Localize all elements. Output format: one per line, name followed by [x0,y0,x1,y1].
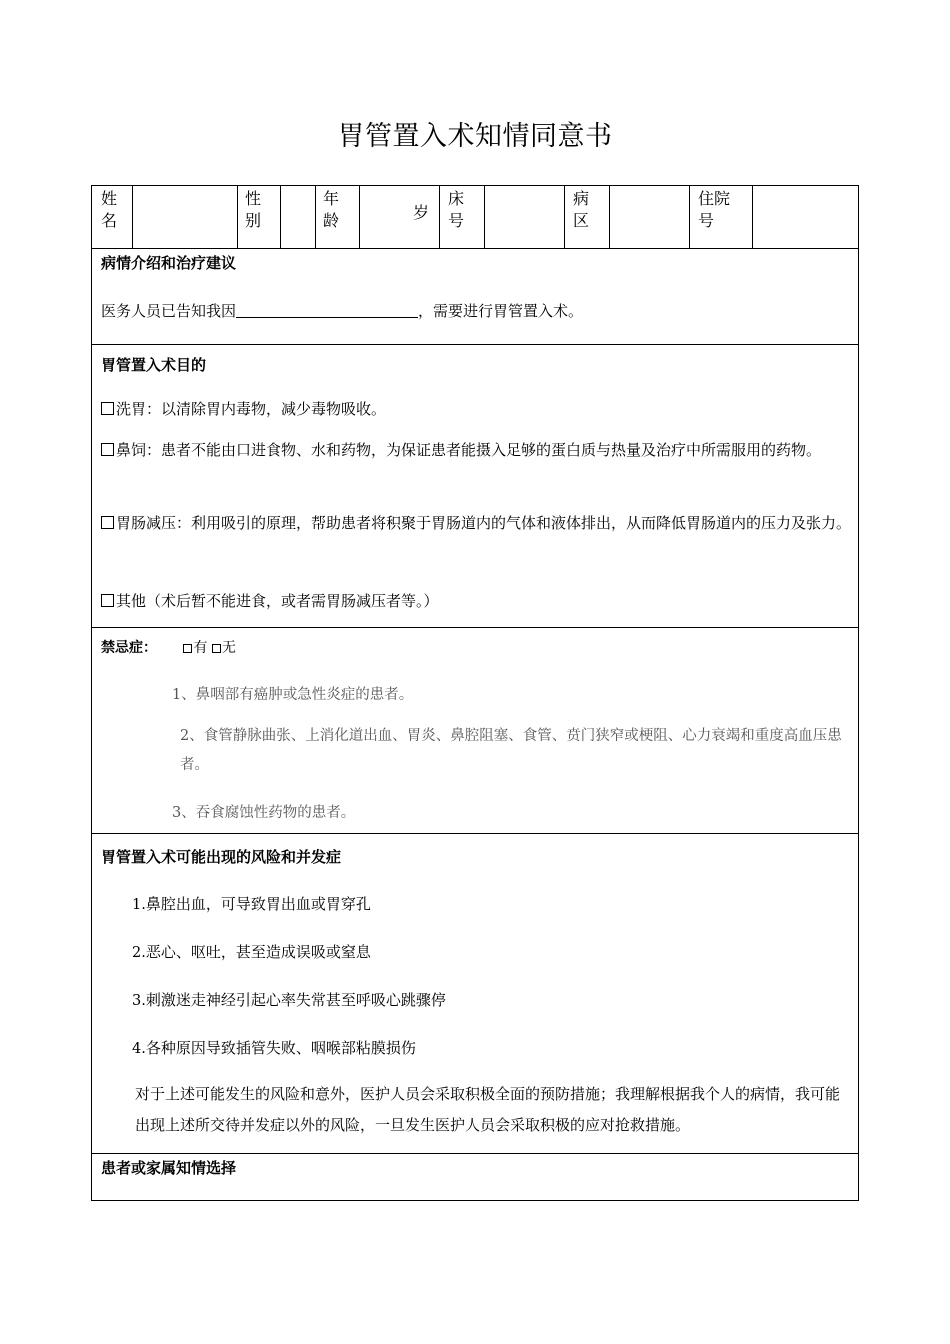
divider [92,248,858,249]
gender-field[interactable] [281,186,315,248]
risk-text: 恶心、呕吐，甚至造成误吸或窒息 [145,943,371,961]
divider [564,186,565,248]
bed-label: 床号 [448,189,465,230]
contra-item: 2、食管静脉曲张、上消化道出血、胃炎、鼻腔阻塞、食管、贲门狭窄或梗阻、心力衰竭和重度高血压患者。 [180,728,842,773]
purpose-heading: 胃管置入术目的 [101,356,207,374]
name-field[interactable] [133,186,237,248]
risk-text: 各种原因导致插管失败、咽喉部粘膜损伤 [145,1039,416,1057]
purpose-item-text: 其他（术后暂不能进食，或者需胃肠减压者等。） [116,592,439,610]
risk-text: 刺激迷走神经引起心率失常甚至呼吸心跳骤停 [145,991,446,1009]
risk-text: 鼻腔出血，可导致胃出血或胃穿孔 [145,895,371,913]
divider [92,627,858,628]
ward-field[interactable] [610,186,689,248]
checkbox[interactable] [101,594,114,607]
condition-text [101,300,583,321]
condition-text-before: 医务人员已告知我因 [101,302,237,320]
risk-num: 1. [132,897,146,913]
risk-num: 3. [132,993,146,1009]
gender-label: 性别 [245,189,262,230]
purpose-item-text: 洗胃：以清除胃内毒物，减少毒物吸收。 [116,400,387,418]
divider [92,344,858,345]
age-unit: 岁 [413,203,430,222]
divider [439,186,440,248]
risk-item [132,989,446,1010]
bed-field[interactable] [485,186,564,248]
admission-label: 住院号 [698,189,731,230]
contra-heading: 禁忌症： [101,640,157,656]
risk-item [132,893,371,914]
risk-num: 4. [132,1041,146,1057]
contra-row [101,637,236,657]
admission-field[interactable] [753,186,859,248]
checkbox[interactable] [101,443,114,456]
contra-item: 1、鼻咽部有癌肿或急性炎症的患者。 [172,687,414,703]
age-label: 年龄 [323,189,340,230]
checkbox-no[interactable] [212,644,221,653]
risk-item [132,1037,416,1058]
divider [237,186,238,248]
risk-item [132,941,371,962]
purpose-item-text: 鼻饲：患者不能由口进食物、水和药物，为保证患者能摄入足够的蛋白质与热量及治疗中所需服用的药物。 [116,441,822,459]
opt-yes-label: 有 [193,640,208,656]
purpose-item [101,398,386,419]
divider [92,1153,858,1154]
ward-label: 病区 [573,189,590,230]
contra-item: 3、吞食腐蚀性药物的患者。 [172,805,356,821]
purpose-item [101,436,853,465]
page-title: 胃管置入术知情同意书 [337,121,613,152]
divider [315,186,316,248]
checkbox-yes[interactable] [183,644,192,653]
checkbox[interactable] [101,402,114,415]
opt-no-label: 无 [221,640,236,656]
risk-num: 2. [132,945,146,961]
divider [92,833,858,834]
risks-heading: 胃管置入术可能出现的风险和并发症 [101,848,342,866]
purpose-item-text: 胃肠减压：利用吸引的原理，帮助患者将积聚于胃肠道内的气体和液体排出，从而降低胃肠道内的压力及张力。 [116,514,852,532]
choice-heading: 患者或家属知情选择 [101,1159,237,1177]
name-label: 姓名 [101,189,118,230]
consent-form [91,185,859,1201]
diagnosis-blank[interactable] [236,301,418,318]
condition-text-after: ，需要进行胃管置入术。 [418,302,584,320]
purpose-item [101,590,439,611]
condition-heading: 病情介绍和治疗建议 [101,254,237,272]
checkbox[interactable] [101,516,114,529]
risk-statement: 对于上述可能发生的风险和意外，医护人员会采取积极全面的预防措施；我理解根据我个人的病情，我可能出现上述所交待并发症以外的风险，一旦发生医护人员会采取积极的应对抢救措施。 [135,1085,841,1134]
purpose-item [101,509,853,538]
divider [689,186,690,248]
